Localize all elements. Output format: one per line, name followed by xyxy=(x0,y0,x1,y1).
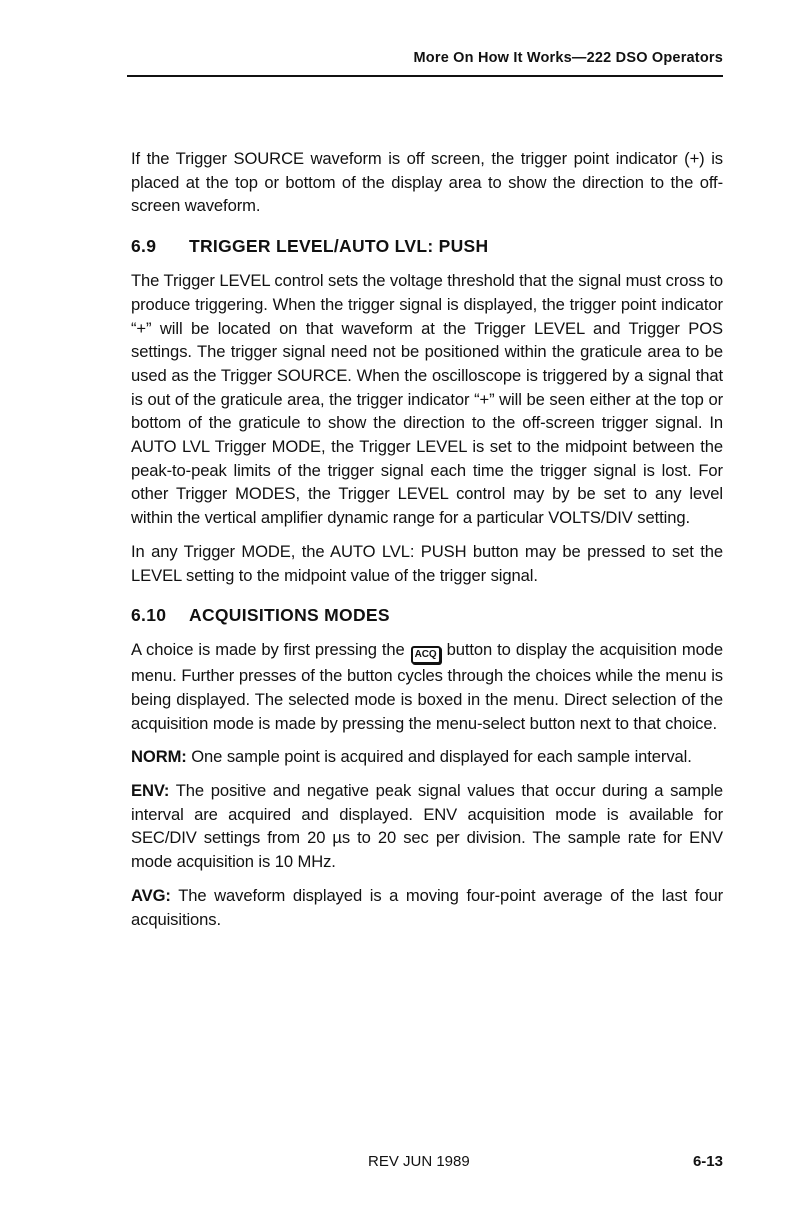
mode-norm-paragraph xyxy=(131,745,723,769)
page-number: 6-13 xyxy=(692,1153,723,1170)
mode-term: AVG: xyxy=(131,885,171,905)
mode-description: The waveform displayed is a moving four-point average of the last four acquisitions. xyxy=(131,885,724,929)
revision-date: REV JUN 1989 xyxy=(368,1153,470,1170)
page-content xyxy=(131,147,723,941)
mode-description: One sample point is acquired and displayed for each sample interval. xyxy=(191,747,692,767)
section-number: 6.9 xyxy=(131,236,157,257)
auto-lvl-paragraph: In any Trigger MODE, the AUTO LVL: PUSH button may be pressed to set the LEVEL setting to the midpoint value of the trigger signal. xyxy=(131,541,723,585)
section-title: TRIGGER LEVEL/AUTO LVL: PUSH xyxy=(189,236,489,257)
acquisition-choice-paragraph xyxy=(131,638,723,735)
mode-avg-paragraph xyxy=(131,884,723,931)
trigger-level-paragraph: The Trigger LEVEL control sets the voltage threshold that the signal must cross to produce triggering. When the trigger signal is displayed, the trigger point indicator “+” will be located on that waveform at the Trigger LEVEL and Trigger POS settings. The trigger signal need not be positioned within the graticule area to be used as the Trigger SOURCE. When the oscilloscope is triggered by a signal that is out of the graticule area, the trigger indicator “+” will be seen either at the top or bottom of the graticule to show the direction to the off-screen trigger signal. In AUTO LVL Trigger MODE, the Trigger LEVEL is set to the midpoint between the peak-to-peak limits of the trigger signal each time the trigger signal is lost. For other Trigger MODES, the Trigger LEVEL control may by be set to any level within the vertical amplifier dynamic range for a particular VOLTS/DIV setting. xyxy=(131,271,723,528)
mode-term: NORM: xyxy=(131,747,187,767)
section-heading-6-9 xyxy=(131,236,723,257)
section-title: ACQUISITIONS MODES xyxy=(189,605,390,626)
running-header: More On How It Works—222 DSO Operators xyxy=(413,50,723,66)
mode-env-paragraph xyxy=(131,779,723,874)
choice-text-before: A choice is made by first pressing the xyxy=(131,640,405,660)
mode-description: The positive and negative peak signal values that occur during a sample interval are acquired and displayed. ENV acquisition mode is available for SEC/DIV settings from 20 µs to 20 sec per division. The sample rate for ENV mode acquisition is 10 MHz. xyxy=(131,781,723,872)
mode-term: ENV: xyxy=(131,781,170,801)
section-number: 6.10 xyxy=(131,605,167,626)
acq-button-icon: ACQ xyxy=(411,646,441,664)
intro-paragraph: If the Trigger SOURCE waveform is off screen, the trigger point indicator (+) is placed at the top or bottom of the display area to show the direction to the off-screen waveform. xyxy=(131,149,723,216)
choice-text-after: button to display the acquisition mode menu. Further presses of the button cycles through the choices while the menu is being displayed. The selected mode is boxed in the menu. Direct selection of the acquisition mode is made by pressing the menu-select button next to that choice. xyxy=(131,640,723,733)
section-heading-6-10 xyxy=(131,605,723,626)
header-rule xyxy=(127,75,723,77)
